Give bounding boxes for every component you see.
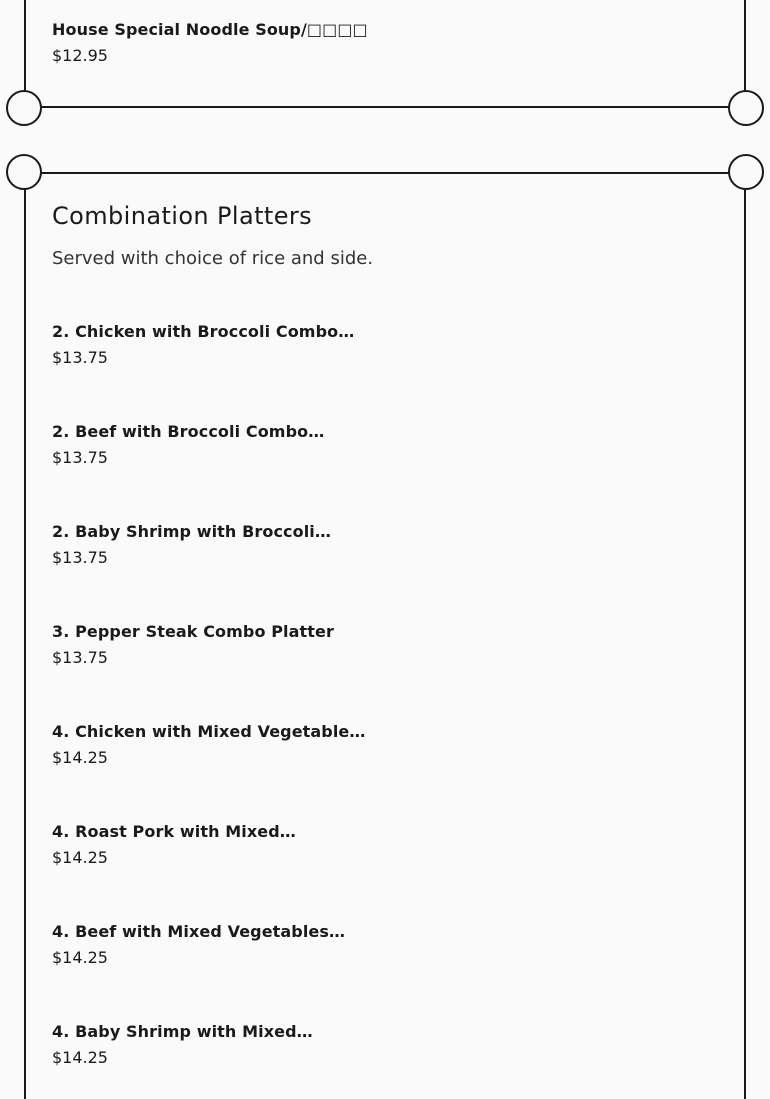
menu-item[interactable] [52, 522, 331, 568]
menu-item[interactable] [52, 922, 345, 968]
menu-item-name: 4. Chicken with Mixed Vegetable… [52, 722, 366, 741]
menu-section-card-combination-platters [24, 172, 746, 1099]
menu-item[interactable] [52, 622, 334, 668]
section-description: Served with choice of rice and side. [52, 248, 374, 269]
menu-item-price: $14.25 [52, 948, 108, 967]
card-corner-notch [6, 90, 42, 126]
menu-item-name: 4. Beef with Mixed Vegetables… [52, 922, 346, 941]
menu-item-price: $14.25 [52, 748, 108, 767]
menu-item-price: $13.75 [52, 448, 108, 467]
section-title: Combination Platters [52, 202, 313, 230]
card-corner-notch [728, 154, 764, 190]
menu-item-name: House Special Noodle Soup/□□□□ [52, 20, 368, 39]
menu-item-name: 2. Baby Shrimp with Broccoli… [52, 522, 331, 541]
menu-item[interactable] [52, 1022, 313, 1068]
menu-item-name: 3. Pepper Steak Combo Platter [52, 622, 334, 641]
menu-item[interactable] [52, 822, 296, 868]
menu-item[interactable] [52, 422, 324, 468]
menu-item-name: 4. Roast Pork with Mixed… [52, 822, 296, 841]
menu-section-card-previous [24, 0, 746, 108]
menu-item-name: 4. Baby Shrimp with Mixed… [52, 1022, 313, 1041]
menu-item-price: $14.25 [52, 848, 108, 867]
card-corner-notch [728, 90, 764, 126]
menu-item-price: $14.25 [52, 1048, 108, 1067]
card-corner-notch [6, 154, 42, 190]
menu-item[interactable] [52, 322, 354, 368]
menu-item[interactable] [52, 722, 365, 768]
menu-item-price: $13.75 [52, 348, 108, 367]
menu-item-price: $13.75 [52, 548, 108, 567]
menu-item-name: 2. Chicken with Broccoli Combo… [52, 322, 355, 341]
menu-item-name: 2. Beef with Broccoli Combo… [52, 422, 325, 441]
menu-item[interactable] [52, 20, 368, 66]
menu-item-price: $12.95 [52, 46, 108, 65]
menu-item-price: $13.75 [52, 648, 108, 667]
